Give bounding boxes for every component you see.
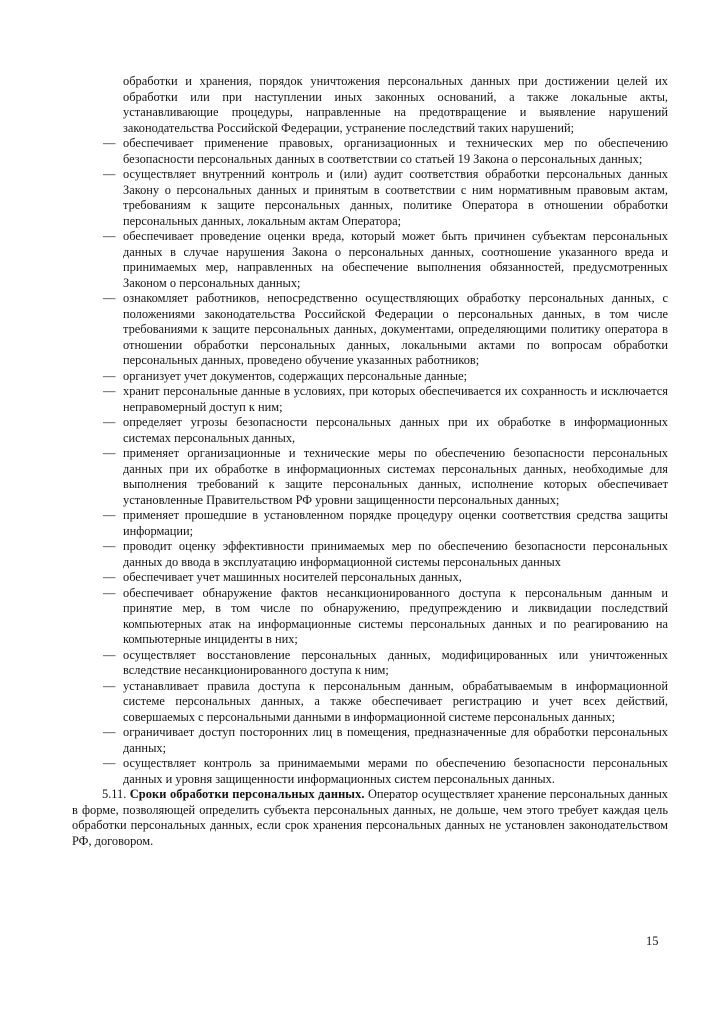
- list-item-text: хранит персональные данные в условиях, при которых обеспечивается их сохранность и исключается неправомерный доступ к ним;: [123, 384, 668, 414]
- list-item-text: осуществляет внутренний контроль и (или) аудит соответствия обработки персональных данных Закону о персональных данных и принятым в соответствии с ним нормативным правовым актам, требованиям к защите персональных данных, политике Оператора в отношении обработки персональных данных, локальным актам Оператора;: [123, 167, 668, 228]
- list-item-text: применяет организационные и технические меры по обеспечению безопасности персональных данных при их обработке в информационных системах персональных данных, необходимые для выполнения требований к защите персональных данных, исполнение которых обеспечивает установленные Правительством РФ уровни защищенности персональных данных;: [123, 446, 668, 507]
- list-item-text: ознакомляет работников, непосредственно осуществляющих обработку персональных данных, с положениями законодательства Российской Федерации о персональных данных, в том числе требованиями к защите персональных данных, документами, определяющими политику оператора в отношении обработки персональных данных, локальными актами по вопросам обработки персональных данных, проведено обучение указанных работников;: [123, 291, 668, 367]
- list-item: [72, 586, 668, 648]
- bullet-dash: —: [103, 756, 116, 770]
- list-item: [72, 415, 668, 446]
- list-item-text: ограничивает доступ посторонних лиц в помещения, предназначенные для обработки персональных данных;: [123, 725, 668, 755]
- list-item-text: определяет угрозы безопасности персональных данных при их обработке в информационных системах персональных данных,: [123, 415, 668, 445]
- list-item-text: применяет прошедшие в установленном порядке процедуру оценки соответствия средства защиты информации;: [123, 508, 668, 538]
- intro-continuation-paragraph: обработки и хранения, порядок уничтожения персональных данных при достижении целей их обработки или при наступлении иных законных оснований, а также локальные акты, устанавливающие процедуры, направленные на предотвращение и выявление нарушений законодательства Российской Федерации, устранение последствий таких нарушений;: [123, 74, 668, 135]
- list-item-text: обеспечивает учет машинных носителей персональных данных,: [123, 570, 462, 584]
- bullet-dash: —: [103, 725, 116, 739]
- bullet-dash: —: [103, 384, 116, 398]
- section-number: 5.11.: [102, 787, 127, 801]
- bullet-dash: —: [103, 415, 116, 429]
- list-item: [72, 679, 668, 726]
- obligation-list: [72, 136, 668, 787]
- body-text: [72, 74, 668, 849]
- bullet-dash: —: [103, 136, 116, 150]
- list-item: [72, 291, 668, 369]
- list-item: [72, 539, 668, 570]
- section-body: Оператор осуществляет хранение персональных данных в форме, позволяющей определить субъекта персональных данных, не дольше, чем этого требует каждая цель обработки персональных данных, если срок хранения персональных данных не установлен законодательством РФ, договором.: [72, 787, 668, 848]
- bullet-dash: —: [103, 167, 116, 181]
- list-item: [72, 570, 668, 586]
- list-item: [72, 756, 668, 787]
- bullet-dash: —: [103, 647, 116, 662]
- bullet-dash: —: [103, 585, 116, 600]
- list-item-text: проводит оценку эффективности принимаемых мер по обеспечению безопасности персональных данных до ввода в эксплуатацию информационной системы персональных данных: [123, 539, 668, 569]
- list-item: [72, 167, 668, 229]
- bullet-dash: —: [103, 291, 116, 305]
- list-item: [72, 384, 668, 415]
- bullet-dash: —: [103, 570, 116, 584]
- section-title: Сроки обработки персональных данных.: [129, 787, 365, 801]
- bullet-dash: —: [103, 446, 116, 460]
- list-item: [72, 648, 668, 679]
- list-item-text: обеспечивает применение правовых, организационных и технических мер по обеспечению безопасности персональных данных в соответствии со статьей 19 Закона о персональных данных;: [123, 136, 668, 166]
- list-item: [72, 446, 668, 508]
- list-item: [72, 725, 668, 756]
- list-item: [72, 508, 668, 539]
- list-item-text: устанавливает правила доступа к персональным данным, обрабатываемым в информационной системе персональных данных, а также обеспечивает регистрацию и учет всех действий, совершаемых с персональными данными в информационной системе персональных данных;: [123, 678, 668, 724]
- list-item: [72, 369, 668, 385]
- bullet-dash: —: [103, 678, 116, 693]
- list-item-text: осуществляет контроль за принимаемыми мерами по обеспечению безопасности персональных данных и уровня защищенности информационных систем персональных данных.: [123, 756, 668, 786]
- bullet-dash: —: [103, 229, 116, 243]
- section-5-11-paragraph: [72, 787, 668, 849]
- list-item-text: обеспечивает обнаружение фактов несанкционированного доступа к персональным данным и принятие мер, в том числе по обнаружению, предупреждению и ликвидации последствий компьютерных атак на информационные системы персональных данных и по реагированию на компьютерные инциденты в них;: [123, 585, 668, 646]
- bullet-dash: —: [103, 368, 116, 383]
- list-item: [72, 136, 668, 167]
- list-item-text: организует учет документов, содержащих персональные данные;: [123, 368, 468, 383]
- bullet-dash: —: [103, 539, 116, 553]
- list-item-text: обеспечивает проведение оценки вреда, который может быть причинен субъектам персональных данных в случае нарушения Закона о персональных данных, соотношение указанного вреда и принимаемых мер, направленных на обеспечение выполнения обязанностей, предусмотренных Законом о персональных данных;: [123, 229, 668, 290]
- page-number: 15: [646, 934, 659, 948]
- bullet-dash: —: [103, 508, 116, 522]
- list-item-text: осуществляет восстановление персональных данных, модифицированных или уничтоженных вследствие несанкционированного доступа к ним;: [123, 647, 668, 677]
- list-item: [72, 229, 668, 291]
